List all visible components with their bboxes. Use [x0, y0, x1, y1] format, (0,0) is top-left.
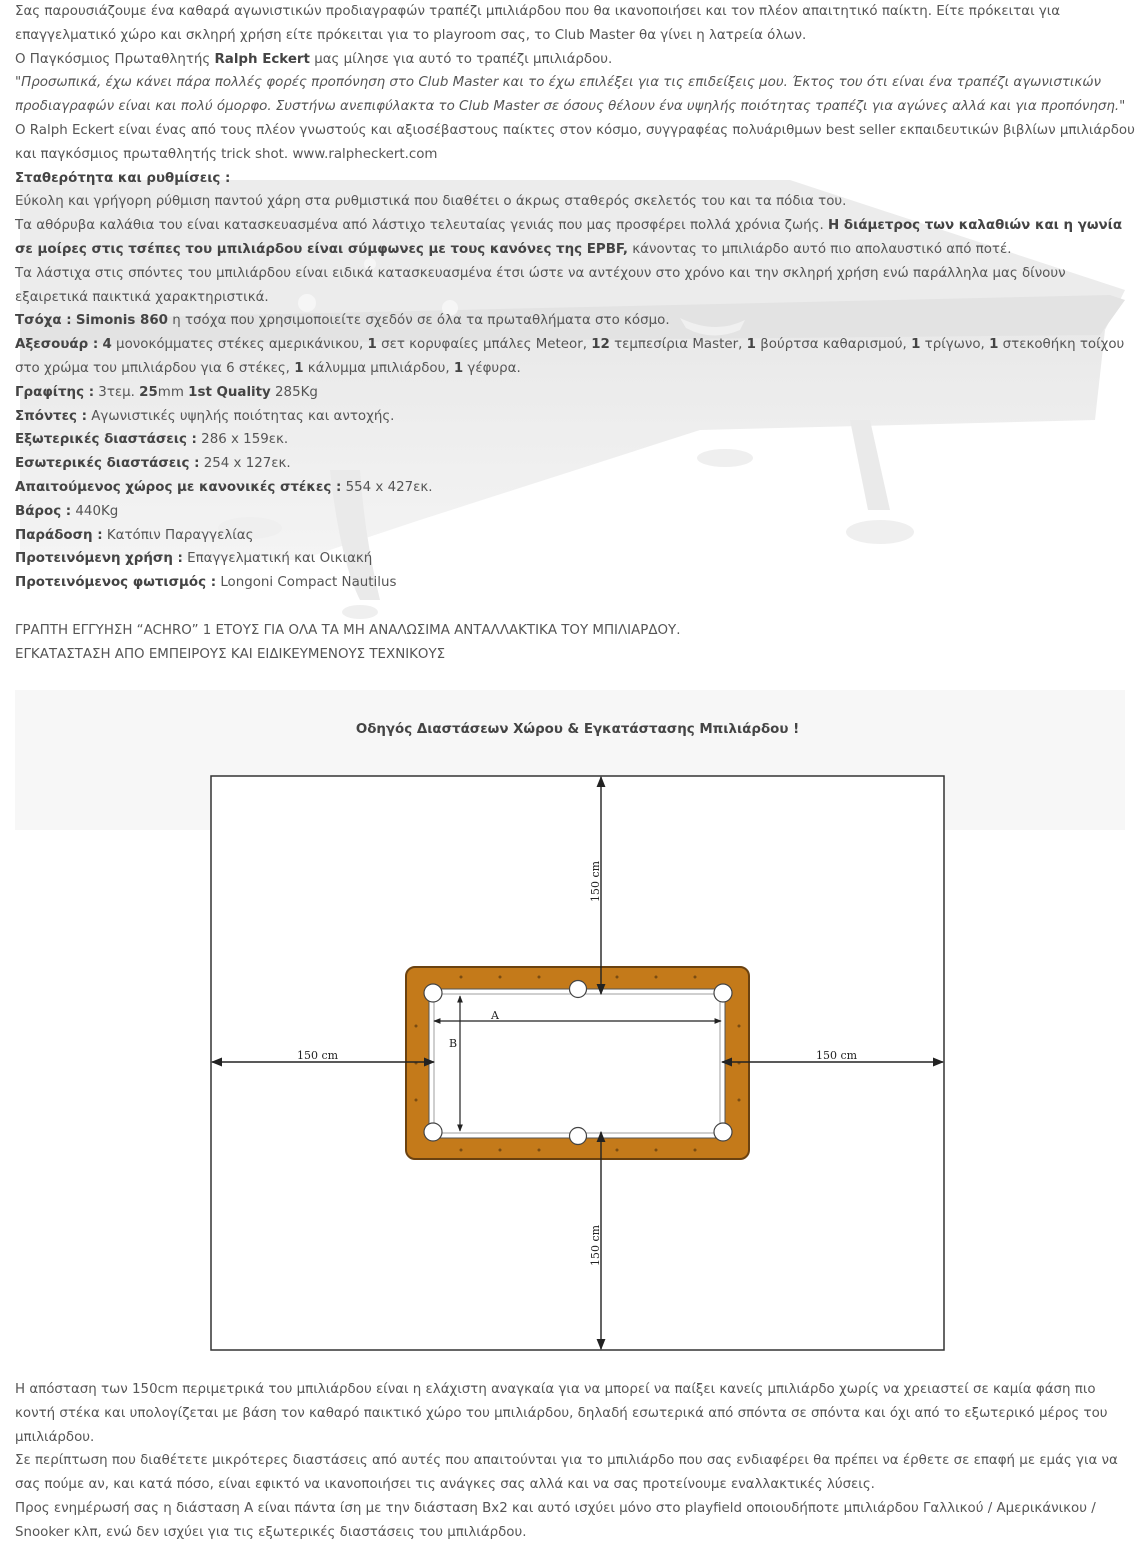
- spec-slate: Γραφίτης : 3τεμ. 25mm 1st Quality 285Kg: [15, 384, 318, 400]
- spec-recommended-use: Προτεινόμενη χρήση : Επαγγελματική και Οικιακή: [15, 551, 373, 567]
- champion-intro: Ο Παγκόσμιος Πρωταθλητής Ralph Eckert μας μίλησε για αυτό το τραπέζι μπιλιάρδου.: [15, 51, 613, 67]
- dimension-a-label: A: [491, 1009, 499, 1022]
- pocket: [570, 981, 587, 998]
- installation-line: ΕΓΚΑΤΑΣΤΑΣΗ ΑΠΟ ΕΜΠΕΙΡΟΥΣ ΚΑΙ ΕΙΔΙΚΕΥΜΕΝΟΥΣ ΤΕΧΝΙΚΟΥΣ: [15, 646, 446, 662]
- spec-delivery: Παράδοση : Κατόπιν Παραγγελίας: [15, 527, 254, 543]
- pocket: [714, 984, 732, 1002]
- spec-cloth: Τσόχα : Simonis 860 η τσόχα που χρησιμοποιείτε σχεδόν σε όλα τα πρωταθλήματα στο κόσμο.: [15, 313, 670, 329]
- pocket: [714, 1123, 732, 1141]
- intro-paragraph: Σας παρουσιάζουμε ένα καθαρά αγωνιστικών προδιαγραφών τραπέζι μπιλιάρδου που θα ικανοποιήσει και τον πλέον απαιτητικό παίκτη. Είτε πρόκειται για επαγγελματικό χώρο και σκληρή χρήση είτε πρόκειται για το playroom σας, το Club Master θα γίνει η λατρεία όλων.: [15, 4, 1061, 43]
- left-clearance-label: 150 cm: [297, 1049, 339, 1062]
- dimension-notes: [15, 1378, 1137, 1545]
- playfield: [429, 989, 725, 1138]
- champion-quote: "Προσωπικά, έχω κάνει πάρα πολλές φορές προπόνηση στο Club Master και το έχω επιλέξει για τις επιδείξεις μου. Έκτος του ότι είναι ένα τραπέζι αγωνιστικών προδιαγραφών είναι και πολύ όμορφο. Συστήνω ανεπιφύλακτα το Club Master σε όσους θέλουν ένα υψηλής ποιότητας τραπέζι για αγώνες αλλά και για προπόνηση.": [15, 75, 1126, 115]
- room-dimension-diagram: [205, 770, 951, 1356]
- spec-weight: Βάρος : 440Kg: [15, 503, 119, 519]
- space-guide-title: Οδηγός Διαστάσεων Χώρου & Εγκατάστασης Μπιλιάρδου !: [355, 722, 800, 737]
- note-smaller-space: Σε περίπτωση που διαθέτετε μικρότερες διαστάσεις από αυτές που απαιτούνται για το μπιλιάρδο που σας ενδιαφέρει θα πρέπει να έρθετε σε επαφή με εμάς για να σας πούμε αν, και κατά πόσο, είναι εφικτό να ικανοποιήσει τις ανάγκες σας αλλά και να σας προτείνουμε εναλλακτικές λύσεις.: [15, 1453, 1118, 1493]
- pocket: [424, 1123, 442, 1141]
- right-clearance-label: 150 cm: [816, 1049, 858, 1062]
- pocket: [424, 984, 442, 1002]
- stability-heading: Σταθερότητα και ρυθμίσεις :: [15, 170, 231, 186]
- product-description: [15, 0, 1137, 667]
- baskets-text: Τα αθόρυβα καλάθια του είναι κατασκευασμένα από λάστιχο τελευταίας γενιάς που μας προσφέρει πολλά χρόνια ζωής. Η διάμετρος των καλαθιών και η γωνία σε μοίρες στις τσέπες του μπιλιάρδου είναι σύμφωνες με τους κανόνες της EPBF, κάνοντας το μπιλιάρδο αυτό πιο απολαυστικό από ποτέ.: [15, 218, 1123, 257]
- note-clearance: Η απόσταση των 150cm περιμετρικά του μπιλιάρδου είναι η ελάχιστη αναγκαία για να μπορεί να παίξει κανείς μπιλιάρδο χωρίς να χρειαστεί σε καμία φάση πιο κοντή στέκα και υπολογίζεται με βάση τον καθαρό παικτικό χώρο του μπιλιάρδου, δηλαδή εσωτερικά από σπόντα σε σπόντα και όχι από το εξωτερικό μέρος του μπιλιάρδου.: [15, 1382, 1108, 1445]
- spec-accessories: Αξεσουάρ : 4 μονοκόμματες στέκες αμερικάνικου, 1 σετ κορυφαίες μπάλες Meteor, 12 τεμπεσίρια Master, 1 βούρτσα καθαρισμού, 1 τρίγωνο, 1 στεκοθήκη τοίχου στο χρώμα του μπιλιάρδου για 6 στέκες, 1 κάλυμμα μπιλιάρδου, 1 γέφυρα.: [15, 337, 1125, 376]
- dimension-b-label: B: [449, 1037, 458, 1050]
- bottom-clearance-label: 150 cm: [589, 1224, 602, 1266]
- champion-name: Ralph Eckert: [214, 51, 310, 67]
- spec-internal-dimensions: Εσωτερικές διαστάσεις : 254 x 127εκ.: [15, 456, 291, 472]
- spec-cushions: Σπόντες : Αγωνιστικές υψηλής ποιότητας και αντοχής.: [15, 408, 395, 424]
- rubbers-text: Τα λάστιχα στις σπόντες του μπιλιάρδου είναι ειδικά κατασκευασμένα έτσι ώστε να αντέχουν στο χρόνο και την σκληρή χρήση ενώ παράλληλα μας δίνουν εξαιρετικά παικτικά χαρακτηριστικά.: [15, 265, 1066, 305]
- champion-bio: Ο Ralph Eckert είναι ένας από τους πλέον γνωστούς και αξιοσέβαστους παίκτες στον κόσμο, συγγραφέας πολυάριθμων best seller εκπαιδευτικών βιβλίων μπιλιάρδου και παγκόσμιος πρωταθλητής trick shot. www.ralpheckert.com: [15, 122, 1135, 162]
- note-a-equals-2b: Προς ενημέρωσή σας η διάσταση A είναι πάντα ίση με την διάσταση Bx2 και αυτό ισχύει μόνο στο playfield οποιουδήποτε μπιλιάρδου Γαλλικού / Αμερικάνικου / Snooker κλπ, ενώ δεν ισχύει για τις εξωτερικές διαστάσεις του μπιλιάρδου.: [15, 1500, 1096, 1540]
- pocket: [570, 1128, 587, 1145]
- stability-text: Εύκολη και γρήγορη ρύθμιση παντού χάρη στα ρυθμιστικά που διαθέτει ο άκρως σταθερός σκελετός του και τα πόδια του.: [15, 194, 847, 210]
- spec-required-space: Απαιτούμενος χώρος με κανονικές στέκες : 554 x 427εκ.: [15, 479, 433, 495]
- spec-recommended-lighting: Προτεινόμενος φωτισμός : Longoni Compact Nautilus: [15, 575, 397, 591]
- top-clearance-label: 150 cm: [589, 860, 602, 902]
- spec-external-dimensions: Εξωτερικές διαστάσεις : 286 x 159εκ.: [15, 432, 289, 448]
- warranty-line: ΓΡΑΠΤΗ ΕΓΓΥΗΣΗ “ACHRO” 1 ΕΤΟΥΣ ΓΙΑ ΟΛΑ ΤΑ ΜΗ ΑΝΑΛΩΣΙΜΑ ΑΝΤΑΛΛΑΚΤΙΚΑ ΤΟΥ ΜΠΙΛΙΑΡΔΟΥ.: [15, 622, 681, 638]
